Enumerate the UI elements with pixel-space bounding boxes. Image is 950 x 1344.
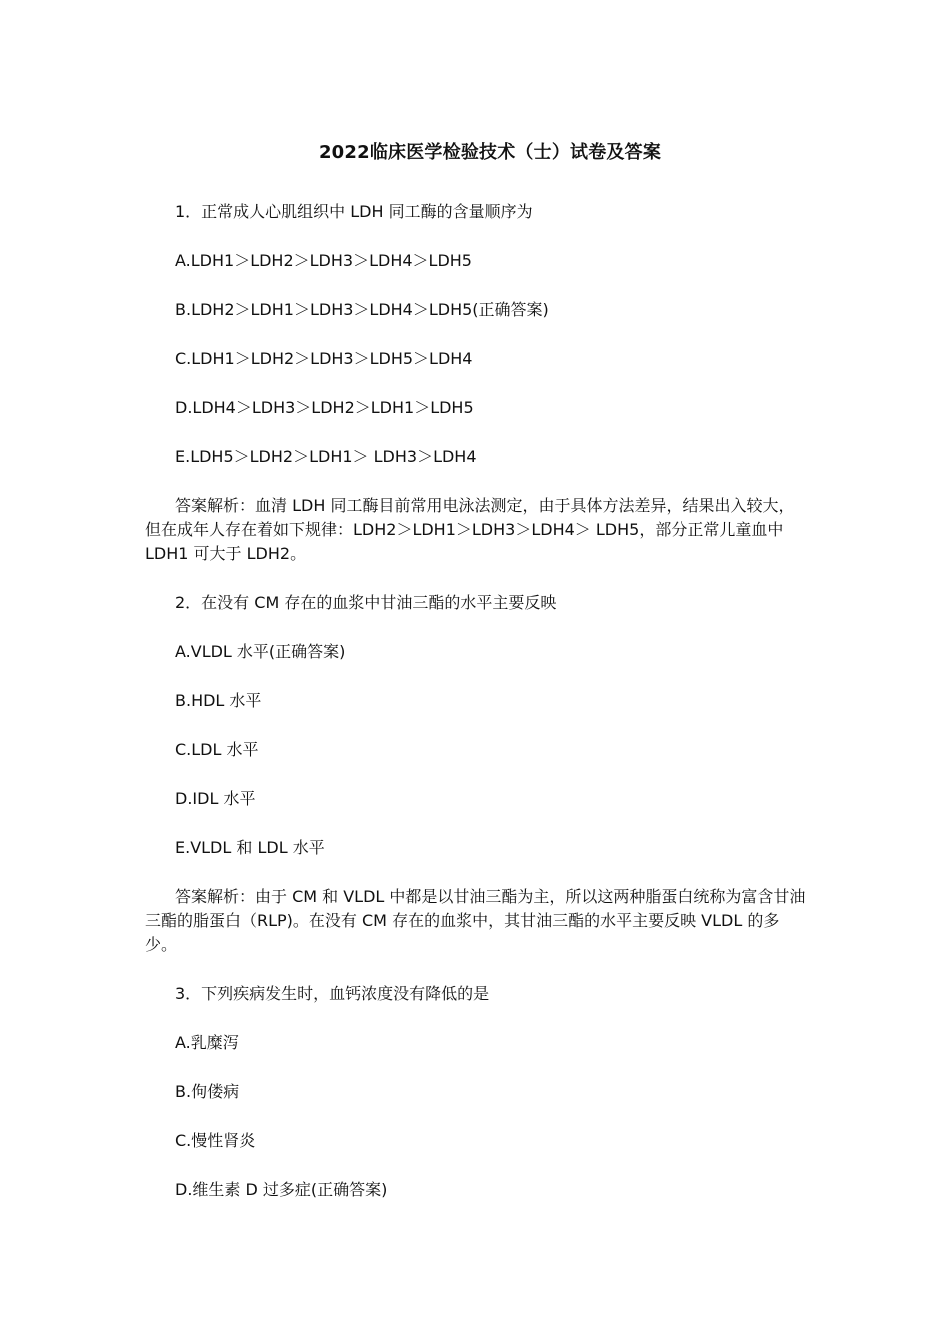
question-3-option-b: B.佝偻病 [175, 1082, 240, 1101]
question-2-option-b: B.HDL 水平 [175, 691, 262, 710]
question-2-option-a: A.VLDL 水平(正确答案) [175, 642, 346, 661]
question-2-explanation: 答案解析：由于 CM 和 VLDL 中都是以甘油三酯为主，所以这两种脂蛋白统称为富含甘油三酯的脂蛋白（RLP)。在没有 CM 存在的血浆中，其甘油三酯的水平主要反映 VLDL 的多少。 [145, 887, 806, 954]
question-1-option-a: A.LDH1＞LDH2＞LDH3＞LDH4＞LDH5 [175, 251, 472, 270]
question-2-option-d: D.IDL 水平 [175, 789, 256, 808]
document-body [145, 200, 810, 1227]
question-1-stem: 1．正常成人心肌组织中 LDH 同工酶的含量顺序为 [175, 202, 533, 221]
question-1-option-c: C.LDH1＞LDH2＞LDH3＞LDH5＞LDH4 [175, 349, 473, 368]
question-1-option-d: D.LDH4＞LDH3＞LDH2＞LDH1＞LDH5 [175, 398, 474, 417]
question-2-stem: 2．在没有 CM 存在的血浆中甘油三酯的水平主要反映 [175, 593, 557, 612]
question-3-option-c: C.慢性肾炎 [175, 1131, 256, 1150]
question-3-option-a: A.乳糜泻 [175, 1033, 239, 1052]
question-1-option-b: B.LDH2＞LDH1＞LDH3＞LDH4＞LDH5(正确答案) [175, 300, 549, 319]
question-1-option-e: E.LDH5＞LDH2＞LDH1＞ LDH3＞LDH4 [175, 447, 477, 466]
document-title: 2022临床医学检验技术（士）试卷及答案 [318, 142, 662, 163]
question-2-option-c: C.LDL 水平 [175, 740, 259, 759]
question-1-explanation: 答案解析：血清 LDH 同工酶目前常用电泳法测定，由于具体方法差异，结果出入较大，但在成年人存在着如下规律：LDH2＞LDH1＞LDH3＞LDH4＞ LDH5，部分正常儿童血中 LDH1 可大于 LDH2。 [145, 496, 795, 563]
question-3-option-d: D.维生素 D 过多症(正确答案) [175, 1180, 388, 1199]
question-3-stem: 3．下列疾病发生时，血钙浓度没有降低的是 [175, 984, 490, 1003]
question-2-option-e: E.VLDL 和 LDL 水平 [175, 838, 325, 857]
